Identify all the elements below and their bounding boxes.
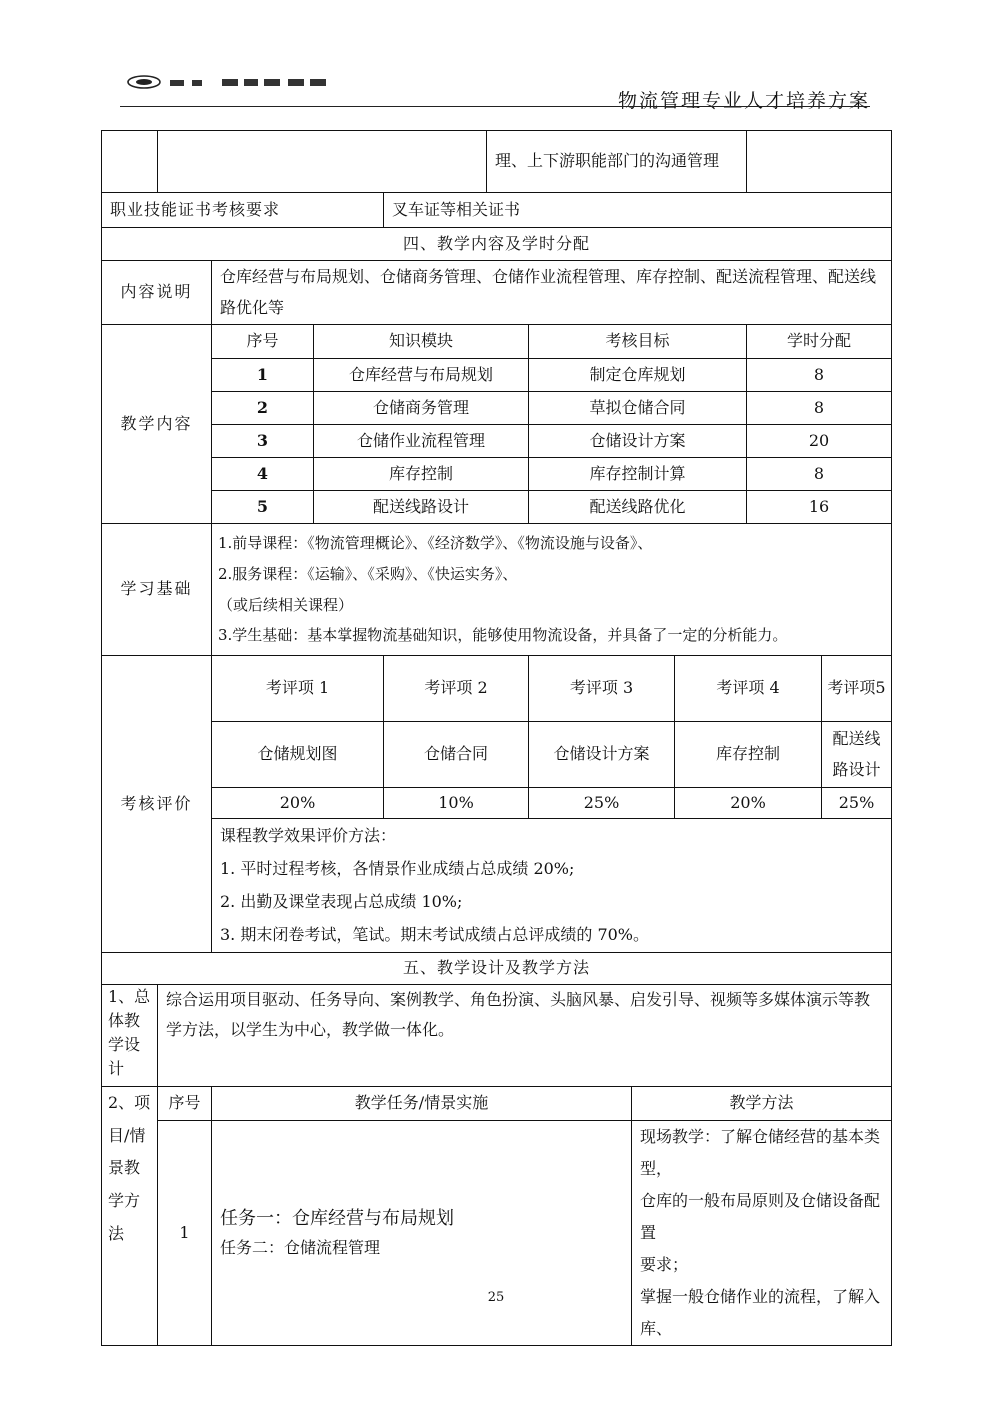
cert-label: 职业技能证书考核要求 [102,193,384,228]
method-cell [632,1120,892,1345]
content-text: 仓库经营与布局规划、仓储商务管理、仓储作业流程管理、库存控制、配送流程管理、配送线路优化等 [212,261,892,325]
training-plan-table [101,130,892,1346]
eval-item: 仓储规划图 [212,722,384,788]
row-hours: 8 [747,458,892,491]
eval-method-line: 3. 期末闭卷考试，笔试。期末考试成绩占总评成绩的 70%。 [220,924,650,944]
eval-pct: 10% [384,788,529,819]
task-1: 任务一：仓库经营与布局规划 [220,1207,454,1229]
overall-design-label: 1、总体教学设计 [102,984,158,1086]
row-goal: 仓储设计方案 [529,425,747,458]
method-line: 现场教学：了解仓储经营的基本类型， [640,1126,881,1178]
task-no: 1 [158,1120,212,1345]
row-hours: 16 [747,491,892,524]
method-line: 要求； [640,1254,689,1274]
learning-basis-label: 学习基础 [102,524,212,656]
page-header [120,68,870,110]
eval-pct: 25% [822,788,892,819]
eval-head: 考评项 1 [212,656,384,722]
method-label: 2、项目/情景教学方法 [102,1086,158,1345]
section5-title: 五、教学设计及教学方法 [102,953,892,984]
row-no: 4 [212,458,314,491]
eval-head: 考评项 2 [384,656,529,722]
cert-row [102,193,892,228]
method-line: 掌握一般仓储作业的流程，了解入库、 [640,1286,881,1338]
row-module: 配送线路设计 [314,491,529,524]
row-no: 1 [212,359,314,392]
content-label: 内容说明 [102,261,212,325]
document-title: 物流管理专业人才培养方案 [617,90,870,112]
task-2: 任务二：仓储流程管理 [220,1238,381,1258]
row-goal: 制定仓库规划 [529,359,747,392]
eval-method [212,819,892,953]
row-no: 3 [212,425,314,458]
col-header-no: 序号 [158,1086,212,1120]
row-hours: 8 [747,359,892,392]
col-header-method: 教学方法 [632,1086,892,1120]
table-row [102,458,892,491]
row-hours: 20 [747,425,892,458]
task-cell [212,1120,632,1345]
assessment-label: 考核评价 [102,656,212,953]
header-divider [120,106,870,107]
eval-item: 库存控制 [675,722,822,788]
row-no: 5 [212,491,314,524]
eval-method-line: 1. 平时过程考核，各情景作业成绩占总成绩 20%; [220,859,575,879]
row-module: 仓储商务管理 [314,392,529,425]
table-row [102,359,892,392]
section4-title: 四、教学内容及学时分配 [102,228,892,261]
eval-pct: 20% [675,788,822,819]
row-goal: 草拟仓储合同 [529,392,747,425]
eval-item: 仓储设计方案 [529,722,675,788]
eval-method-line: 2. 出勤及课堂表现占总成绩 10%; [220,891,463,911]
eval-method-line: 课程教学效果评价方法： [220,826,397,846]
continuation-row [102,131,892,193]
school-logo-icon [126,74,336,90]
row-goal: 配送线路优化 [529,491,747,524]
table-row [102,1120,892,1345]
row-module: 仓库经营与布局规划 [314,359,529,392]
overall-design-text: 综合运用项目驱动、任务导向、案例教学、角色扮演、头脑风暴、启发引导、视频等多媒体演示等教学方法，以学生为中心，教学做一体化。 [158,984,892,1086]
page-number: 25 [487,1290,505,1305]
basis-line: 3.学生基础：基本掌握物流基础知识，能够使用物流设备，并具备了一定的分析能力。 [218,626,788,645]
continuation-text: 理、上下游职能部门的沟通管理 [487,131,747,193]
row-hours: 8 [747,392,892,425]
eval-pct: 20% [212,788,384,819]
col-header-goal: 考核目标 [529,325,747,359]
eval-head: 考评项 3 [529,656,675,722]
row-goal: 库存控制计算 [529,458,747,491]
table-row [102,491,892,524]
col-header-task: 教学任务/情景实施 [212,1086,632,1120]
eval-item: 仓储合同 [384,722,529,788]
col-header-module: 知识模块 [314,325,529,359]
teaching-content-label: 教学内容 [102,325,212,524]
learning-basis [212,524,892,656]
eval-head: 考评项 4 [675,656,822,722]
eval-pct: 25% [529,788,675,819]
basis-line: 2.服务课程：《运输》、《采购》、《快运实务》、 [218,564,518,583]
col-header-no: 序号 [212,325,314,359]
method-line: 仓库的一般布局原则及仓储设备配置 [640,1190,881,1242]
table-row [102,392,892,425]
table-row [102,425,892,458]
eval-item: 配送线路设计 [822,722,892,788]
cert-value: 叉车证等相关证书 [384,193,892,228]
row-module: 库存控制 [314,458,529,491]
col-header-hours: 学时分配 [747,325,892,359]
basis-line: （或后续相关课程） [218,595,354,614]
row-module: 仓储作业流程管理 [314,425,529,458]
basis-line: 1.前导课程：《物流管理概论》、《经济数学》、《物流设施与设备》、 [218,534,653,552]
row-no: 2 [212,392,314,425]
eval-head: 考评项5 [822,656,892,722]
